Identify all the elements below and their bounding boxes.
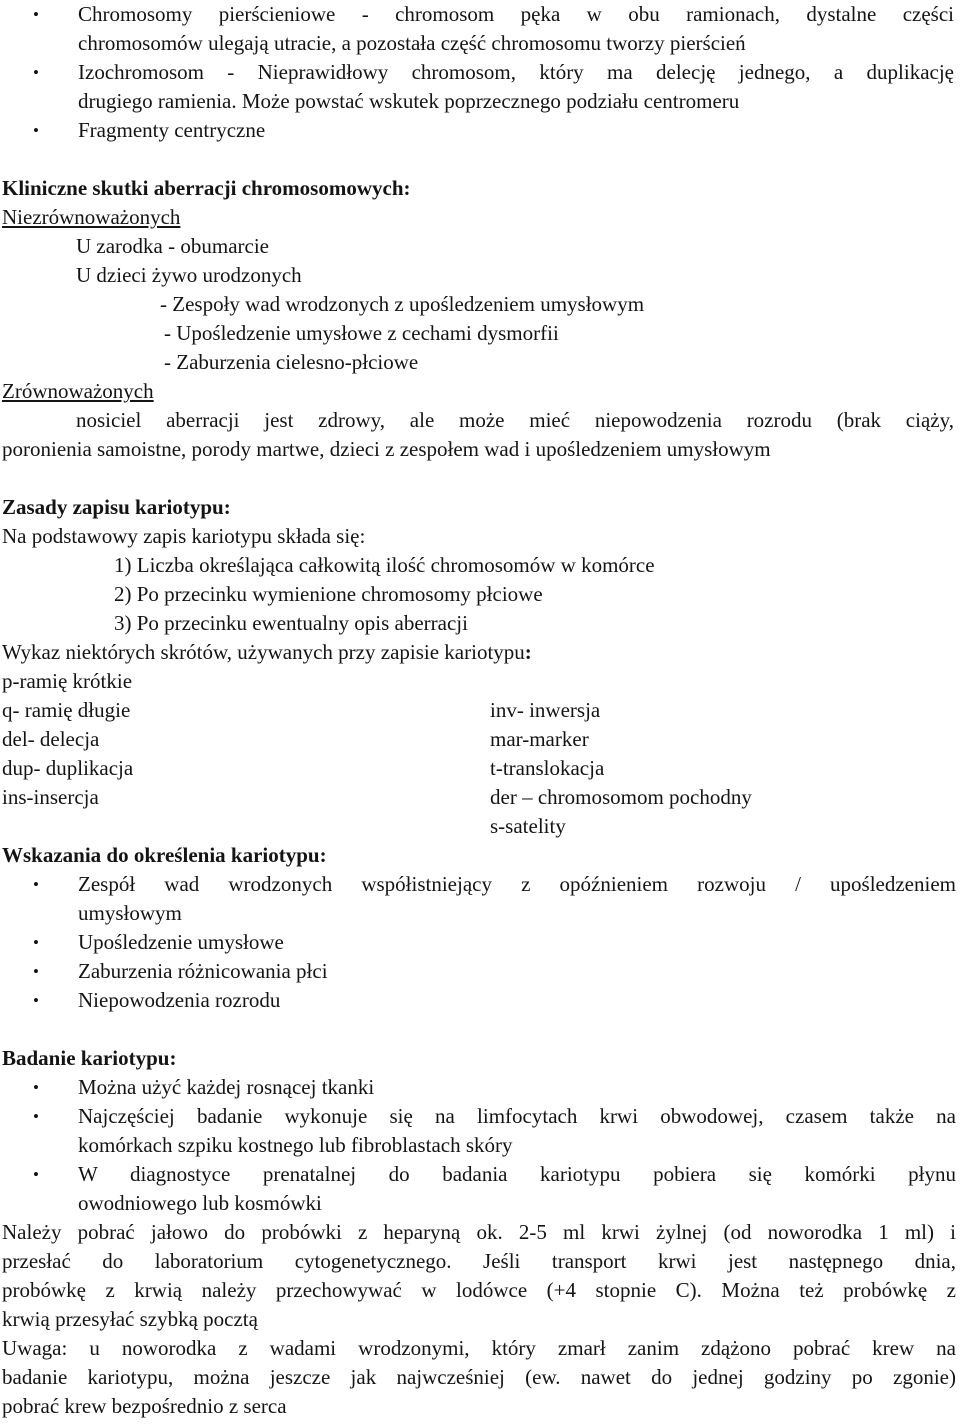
paragraph-line: przesłać do laboratorium cytogenetycznego. Jeśli transport krwi jest następnego dnia, <box>2 1249 956 1273</box>
list-item: Upośledzenie umysłowe <box>78 930 284 954</box>
bullet-icon <box>33 870 53 899</box>
text-line: drugiego ramienia. Może powstać wskutek poprzecznego podziału centromeru <box>78 89 740 113</box>
text-line: Izochromosom - Nieprawidłowy chromosom, który ma delecję jednego, a duplikację <box>78 60 954 84</box>
text-line: U zarodka - obumarcie <box>76 234 269 258</box>
bullet-icon <box>33 928 53 957</box>
paragraph-line: badanie kariotypu, można jeszcze jak najwcześniej (ew. nawet do jednej godziny po zgonie) <box>2 1365 956 1389</box>
text-line: - Zaburzenia cielesno-płciowe <box>164 350 419 374</box>
list-item: komórkach szpiku kostnego lub fibroblastach skóry <box>78 1133 513 1157</box>
section-heading: Kliniczne skutki aberracji chromosomowych: <box>2 176 411 200</box>
section-heading: Wskazania do określenia kariotypu: <box>2 843 327 867</box>
abbrev-heading-colon: : <box>524 640 532 664</box>
abbrev-item: dup- duplikacja <box>2 756 134 780</box>
text-line: U dzieci żywo urodzonych <box>76 263 302 287</box>
subheading-unbalanced: Niezrównoważonych <box>2 205 181 229</box>
subheading-balanced: Zrównoważonych <box>2 379 154 403</box>
paragraph-line: Należy pobrać jałowo do probówki z heparyną ok. 2-5 ml krwi żylnej (od noworodka 1 ml) i <box>2 1220 956 1244</box>
text-line: nosiciel aberracji jest zdrowy, ale może mieć niepowodzenia rozrodu (brak ciąży, <box>76 408 954 432</box>
list-item: 3) Po przecinku ewentualny opis aberracji <box>114 611 468 635</box>
list-item: owodniowego lub kosmówki <box>78 1191 322 1215</box>
paragraph-line: krwią przesyłać szybką pocztą <box>2 1307 258 1331</box>
bullet-icon <box>33 116 53 145</box>
paragraph-line: pobrać krew bezpośrednio z serca <box>2 1394 287 1418</box>
text-line: Na podstawowy zapis kariotypu składa się: <box>2 524 366 548</box>
bullet-icon <box>33 58 53 87</box>
bullet-icon <box>33 1160 53 1189</box>
text-line: poronienia samoistne, porody martwe, dzieci z zespołem wad i upośledzeniem umysłowym <box>2 437 771 461</box>
text-line: chromosomów ulegają utracie, a pozostała część chromosomu tworzy pierścień <box>78 31 746 55</box>
abbrev-item: der – chromosomom pochodny <box>490 785 752 809</box>
list-item: 1) Liczba określająca całkowitą ilość chromosomów w komórce <box>114 553 655 577</box>
section-heading: Zasady zapisu kariotypu: <box>2 495 231 519</box>
abbrev-item: inv- inwersja <box>490 698 601 722</box>
bullet-icon <box>33 1073 53 1102</box>
section-heading: Badanie kariotypu: <box>2 1046 177 1070</box>
bullet-icon <box>33 0 53 29</box>
text-line: Chromosomy pierścieniowe - chromosom pęka w obu ramionach, dystalne części <box>78 2 954 26</box>
text-line: - Upośledzenie umysłowe z cechami dysmorfii <box>164 321 559 345</box>
list-item: 2) Po przecinku wymienione chromosomy płciowe <box>114 582 543 606</box>
list-item: Można użyć każdej rosnącej tkanki <box>78 1075 375 1099</box>
bullet-icon <box>33 957 53 986</box>
abbrev-heading <box>2 638 532 667</box>
abbrev-item: del- delecja <box>2 727 100 751</box>
paragraph-line: probówkę z krwią należy przechowywać w lodówce (+4 stopnie C). Można też probówkę z <box>2 1278 956 1302</box>
abbrev-item: p-ramię krótkie <box>2 669 133 693</box>
abbrev-heading-text: Wykaz niektórych skrótów, używanych przy zapisie kariotypu <box>2 640 525 664</box>
list-item: Niepowodzenia rozrodu <box>78 988 281 1012</box>
abbrev-item: s-satelity <box>490 814 566 838</box>
list-item: umysłowym <box>78 901 182 925</box>
bullet-icon <box>33 986 53 1015</box>
list-item: Zaburzenia różnicowania płci <box>78 959 328 983</box>
abbrev-item: q- ramię długie <box>2 698 131 722</box>
list-item: W diagnostyce prenatalnej do badania kariotypu pobiera się komórki płynu <box>78 1162 956 1186</box>
text-line: - Zespoły wad wrodzonych z upośledzeniem umysłowym <box>160 292 645 316</box>
list-item: Najczęściej badanie wykonuje się na limfocytach krwi obwodowej, czasem także na <box>78 1104 956 1128</box>
list-item: Zespół wad wrodzonych współistniejący z opóźnieniem rozwoju / upośledzeniem <box>78 872 956 896</box>
abbrev-item: mar-marker <box>490 727 589 751</box>
abbrev-item: ins-insercja <box>2 785 99 809</box>
abbrev-item: t-translokacja <box>490 756 605 780</box>
bullet-icon <box>33 1102 53 1131</box>
text-line: Fragmenty centryczne <box>78 118 266 142</box>
paragraph-line: Uwaga: u noworodka z wadami wrodzonymi, który zmarł zanim zdążono pobrać krew na <box>2 1336 956 1360</box>
